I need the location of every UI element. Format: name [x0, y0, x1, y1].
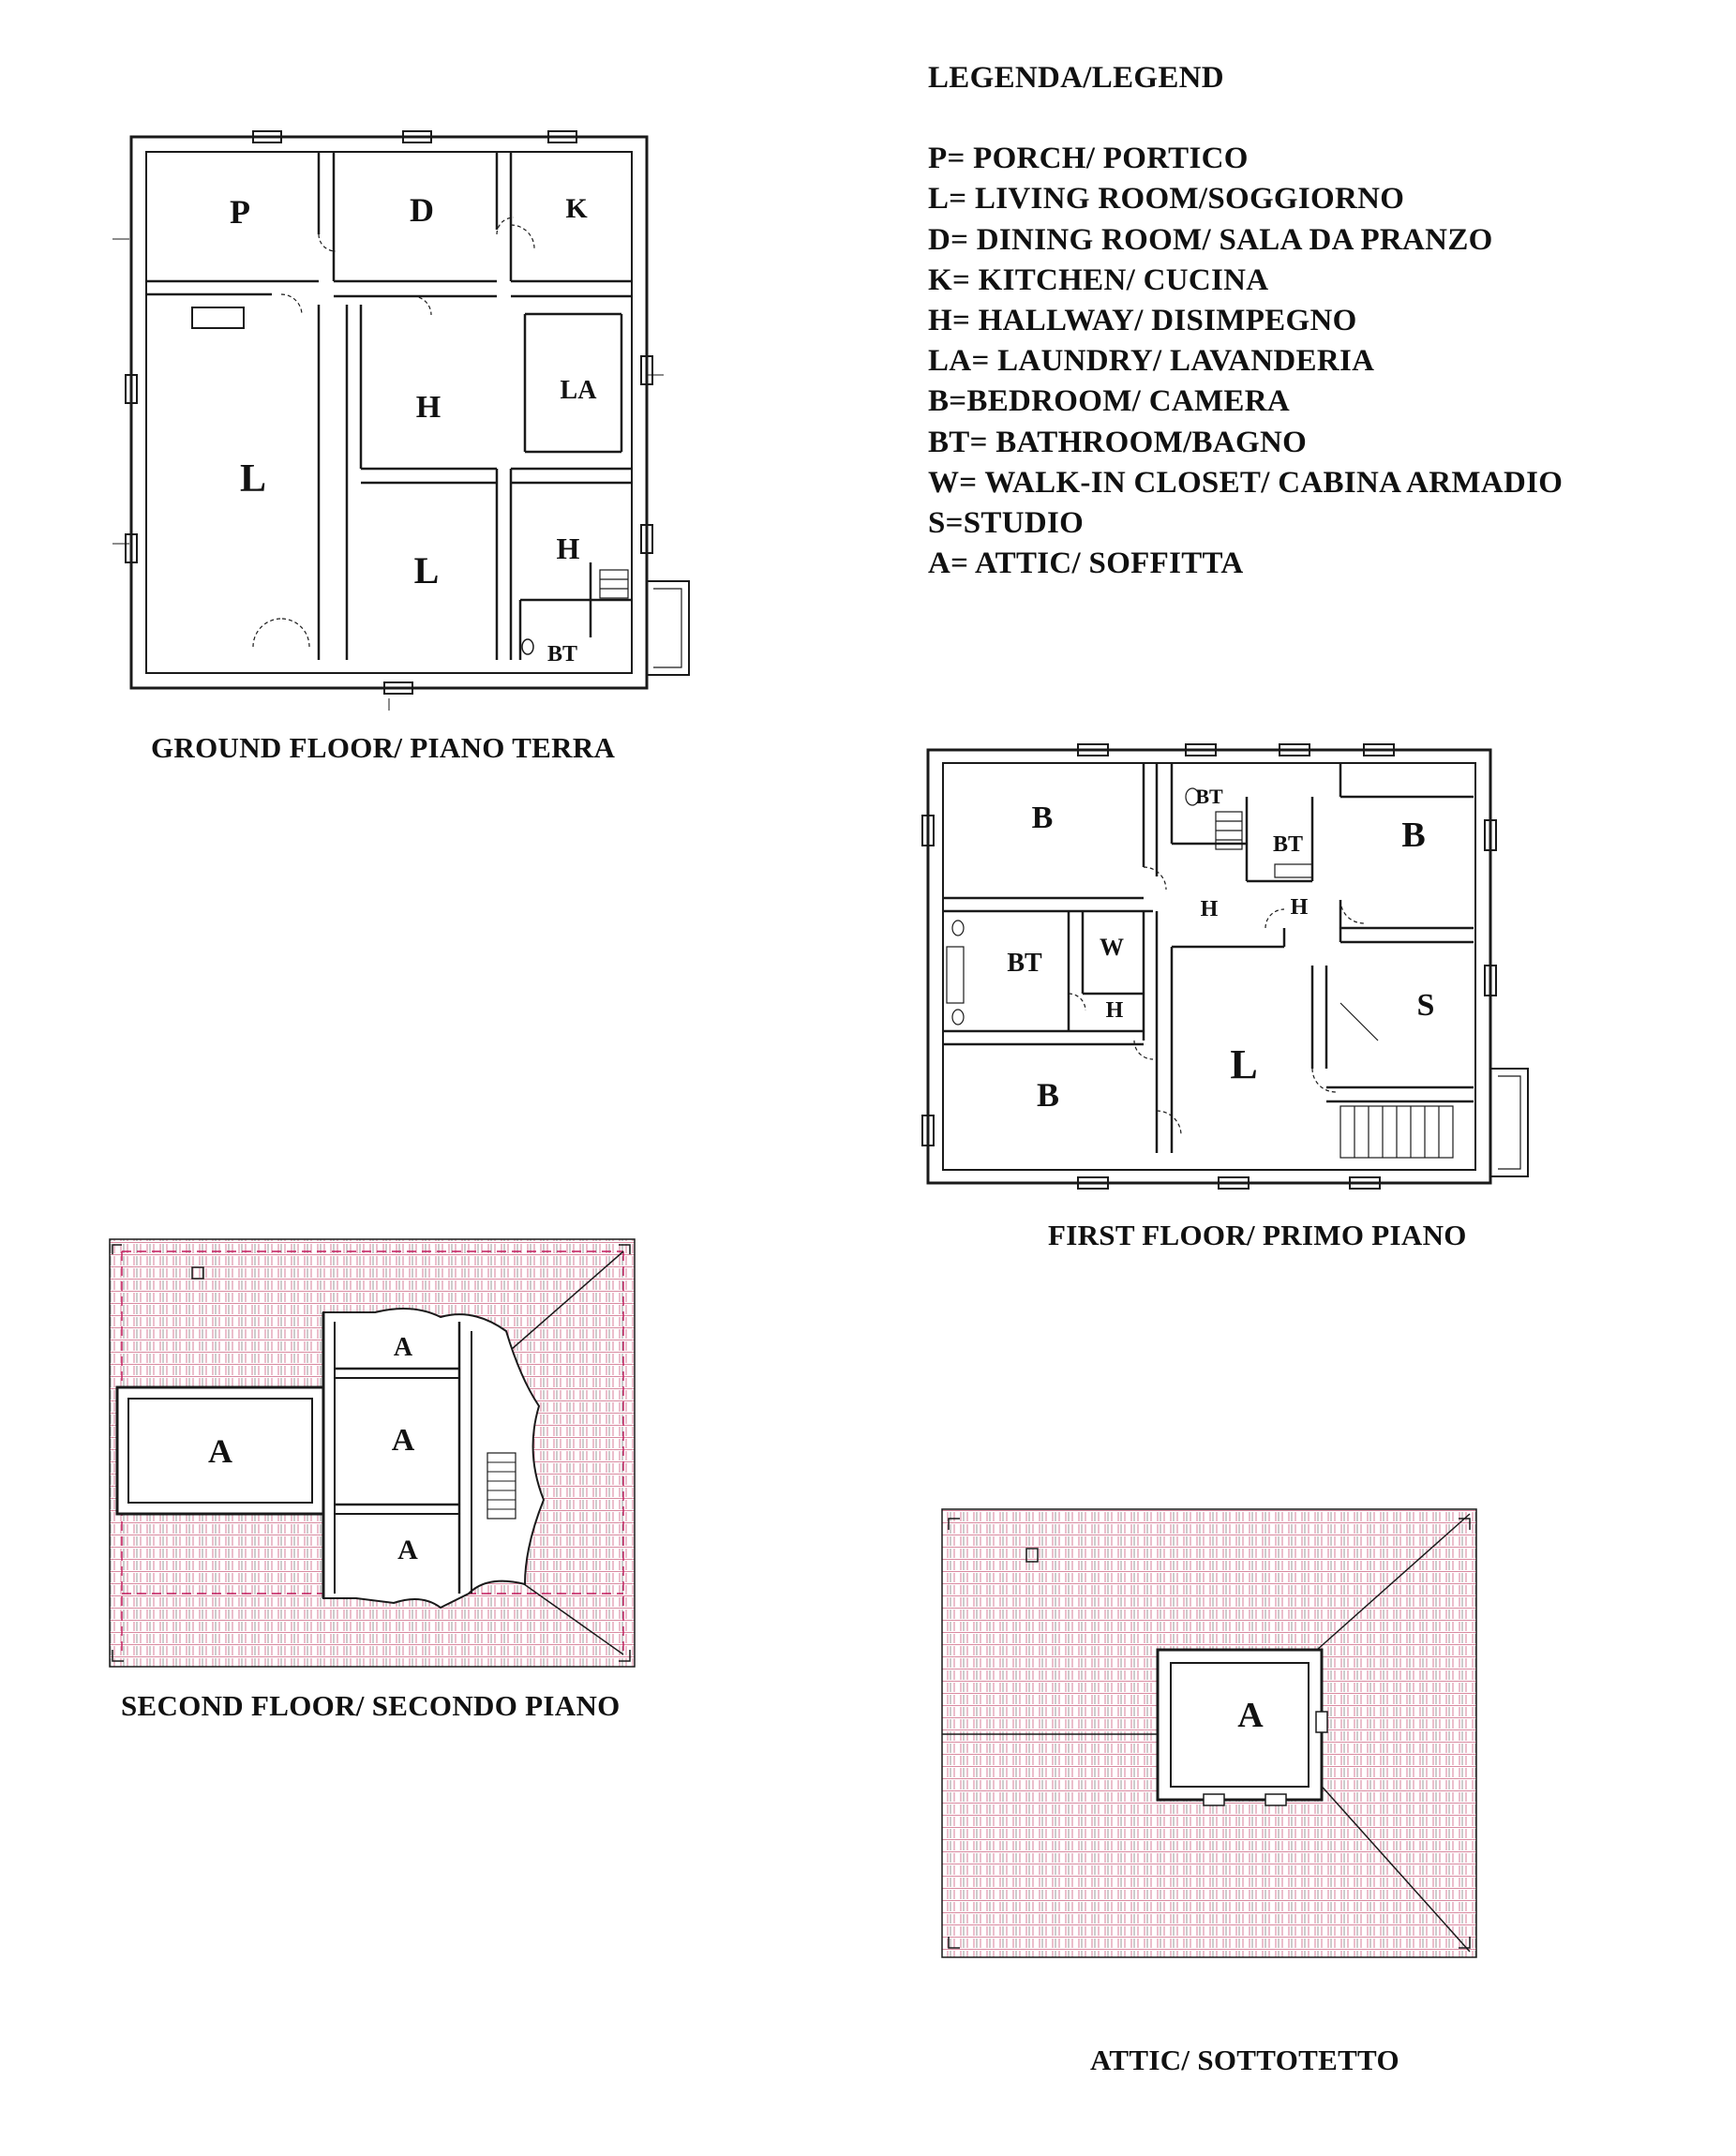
room-label-attic-4: A [397, 1535, 418, 1565]
room-label-hallway-3: H [1105, 998, 1124, 1023]
legend-item-bathroom: BT= BATHROOM/BAGNO [928, 425, 1308, 459]
ground-floor-plan [112, 131, 689, 711]
room-label-hallway-1: H [1200, 897, 1219, 921]
legend-item-laundry: LA= LAUNDRY/ LAVANDERIA [928, 344, 1375, 379]
legend-item-studio: S=STUDIO [928, 506, 1085, 541]
room-label-hallway-1: H [415, 390, 441, 425]
room-label-attic-3: A [391, 1423, 415, 1458]
attic-caption: ATTIC/ SOTTOTETTO [1090, 2044, 1399, 2076]
room-label-walk-in-closet: W [1100, 934, 1124, 961]
room-label-kitchen: K [565, 193, 588, 224]
room-label-bathroom-1: BT [1195, 785, 1223, 808]
legend-title: LEGENDA/LEGEND [928, 61, 1224, 95]
room-label-bathroom-3: BT [1007, 949, 1042, 978]
legend-item-bedroom: B=BEDROOM/ CAMERA [928, 384, 1290, 419]
legend-item-walk-in-closet: W= WALK-IN CLOSET/ CABINA ARMADIO [928, 465, 1564, 500]
room-label-laundry: LA [560, 376, 597, 405]
room-label-living-room-1: L [239, 457, 267, 501]
room-label-bedroom-3: B [1036, 1076, 1060, 1114]
legend-item-dining-room: D= DINING ROOM/ SALA DA PRANZO [928, 222, 1493, 257]
room-label-porch: P [230, 193, 250, 231]
room-label-studio: S [1416, 988, 1435, 1023]
room-label-living-room-2: L [413, 549, 440, 591]
room-label-bedroom-1: B [1031, 801, 1054, 835]
first-floor-caption: FIRST FLOOR/ PRIMO PIANO [1048, 1219, 1467, 1251]
legend-item-kitchen: K= KITCHEN/ CUCINA [928, 262, 1269, 297]
room-label-bathroom-2: BT [1272, 832, 1304, 857]
room-label-attic-1: A [393, 1333, 413, 1362]
ground-floor-caption: GROUND FLOOR/ PIANO TERRA [151, 731, 616, 764]
room-label-bathroom: BT [546, 642, 578, 666]
room-label-hallway-2: H [1290, 895, 1309, 920]
room-label-attic-2: A [208, 1432, 232, 1470]
second-floor-plan [110, 1239, 635, 1667]
second-floor-caption: SECOND FLOOR/ SECONDO PIANO [121, 1689, 621, 1722]
attic-plan [942, 1509, 1476, 1957]
room-label-bedroom-2: B [1401, 816, 1426, 855]
legend-item-hallway: H= HALLWAY/ DISIMPEGNO [928, 304, 1357, 338]
room-label-attic: A [1237, 1696, 1264, 1735]
legend-item-attic: A= ATTIC/ SOFFITTA [928, 546, 1244, 581]
legend-item-living-room: L= LIVING ROOM/SOGGIORNO [928, 182, 1405, 217]
room-label-hallway-2: H [556, 532, 580, 565]
room-label-dining-room: D [410, 191, 434, 229]
room-label-living-room: L [1230, 1041, 1258, 1087]
legend-item-porch: P= PORCH/ PORTICO [928, 142, 1249, 176]
